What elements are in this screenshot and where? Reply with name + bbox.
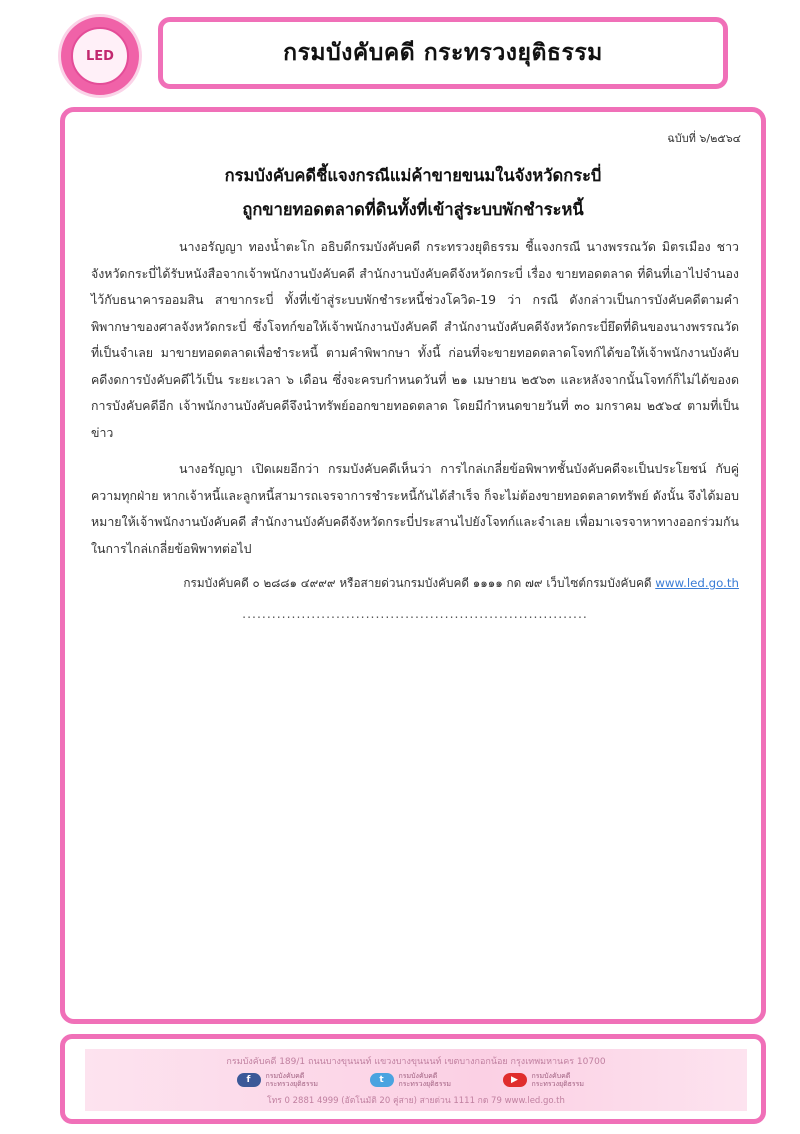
twitter-label: กรมบังคับคดี กระทรวงยุติธรรม — [398, 1072, 452, 1088]
website-link[interactable]: www.led.go.th — [655, 576, 739, 590]
facebook-link[interactable] — [237, 1072, 330, 1088]
page-title: กรมบังคับคดี กระทรวงยุติธรรม — [283, 40, 603, 66]
press-release-body — [60, 107, 766, 1024]
article-content — [91, 234, 739, 627]
department-logo — [58, 14, 142, 98]
footer-phone: โทร 0 2881 4999 (อัตโนมัติ 20 คู่สาย) สายด่วน 1111 กด 79 www.led.go.th — [267, 1096, 565, 1106]
headline — [65, 159, 761, 227]
twitter-icon: t — [370, 1073, 394, 1087]
paragraph-2: นางอรัญญา เปิดเผยอีกว่า กรมบังคับคดีเห็นว่า การไกล่เกลี่ยข้อพิพาทชั้นบังคับคดีจะเป็นประโยชน์ กับคู่ความทุกฝ่าย หากเจ้าหนี้และลูกหนี้สามารถเจรจาการชำระหนี้กันได้สำเร็จ ก็จะไม่ต้องขายทอดตลาดทรัพย์ ดังนั้น จึงได้มอบหมายให้เจ้าพนักงานบังคับคดี สำนักงานบังคับคดีจังหวัดกระบี่ประสานไปยังโจทก์และจำเลย เพื่อมาเจรจาหาทางออกร่วมกันในการไกล่เกลี่ยข้อพิพาทต่อไป — [91, 461, 739, 556]
twitter-link[interactable] — [370, 1072, 463, 1088]
youtube-link[interactable] — [503, 1072, 596, 1088]
footer-address: กรมบังคับคดี 189/1 ถนนบางขุนนนท์ แขวงบางขุนนนท์ เขตบางกอกน้อย กรุงเทพมหานคร 10700 — [226, 1057, 606, 1067]
youtube-label: กรมบังคับคดี กระทรวงยุติธรรม — [531, 1072, 585, 1088]
facebook-icon: f — [237, 1073, 261, 1087]
footer-band — [85, 1049, 747, 1111]
contact-line — [91, 570, 739, 597]
footer — [60, 1034, 766, 1124]
header-banner — [158, 17, 728, 89]
logo-emblem-icon — [71, 27, 129, 85]
youtube-icon: ▶ — [503, 1073, 527, 1087]
end-mark: ...................................................................... — [242, 605, 588, 621]
issue-number: ฉบับที่ ๖/๒๕๖๔ — [667, 132, 741, 145]
facebook-label: กรมบังคับคดี กระทรวงยุติธรรม — [265, 1072, 319, 1088]
social-links — [85, 1072, 747, 1088]
paragraph-1: นางอรัญญา ทองน้ำตะโก อธิบดีกรมบังคับคดี กระทรวงยุติธรรม ชี้แจงกรณี นางพรรณวัด มิตรเมือง ชาวจังหวัดกระบี่ได้รับหนังสือจากเจ้าพนักงานบังคับคดี สำนักงานบังคับคดีจังหวัดกระบี่ เรื่อง ขายทอดตลาด ที่ดินที่เอาไปจำนองไว้กับธนาคารออมสิน สาขากระบี่ ทั้งที่เข้าสู่ระบบพักชำระหนี้ช่วงโควิด-19 ว่า กรณี ดังกล่าวเป็นการบังคับคดีตามคำพิพากษาของศาลจังหวัดกระบี่ ซึ่งโจทก์ขอให้เจ้าพนักงานบังคับคดี สำนักงานบังคับคดีจังหวัดกระบี่ยึดที่ดินของนางพรรณวัด ที่เป็นจำเลย มาขายทอดตลาดเพื่อชำระหนี้ ตามคำพิพากษา ทั้งนี้ ก่อนที่จะขายทอดตลาดโจทก์ได้ขอให้เจ้าพนักงานบังคับคดีงดการบังคับคดีไว้เป็น ระยะเวลา ๖ เดือน ซึ่งจะครบกำหนดวันที่ ๒๑ เมษายน ๒๕๖๓ และหลังจากนั้นโจทก์ก็ไม่ได้ของด การบังคับคดีอีก เจ้าพนักงานบังคับคดีจึงนำทรัพย์ออกขายทอดตลาด โดยมีกำหนดขายวันที่ ๓๐ มกราคม ๒๕๖๔ ตามที่เป็นข่าว — [91, 239, 739, 440]
headline-line-1: กรมบังคับคดีชี้แจงกรณีแม่ค้าขายขนมในจังหวัดกระบี่ — [224, 166, 602, 185]
contact-text: กรมบังคับคดี ๐ ๒๘๘๑ ๔๙๙๙ หรือสายด่วนกรมบังคับคดี ๑๑๑๑ กด ๗๙ เว็บไซต์กรมบังคับคดี — [183, 576, 656, 590]
logo-text: LED — [86, 48, 114, 64]
headline-line-2: ถูกขายทอดตลาดที่ดินทั้งที่เข้าสู่ระบบพักชำระหนี้ — [242, 200, 584, 219]
